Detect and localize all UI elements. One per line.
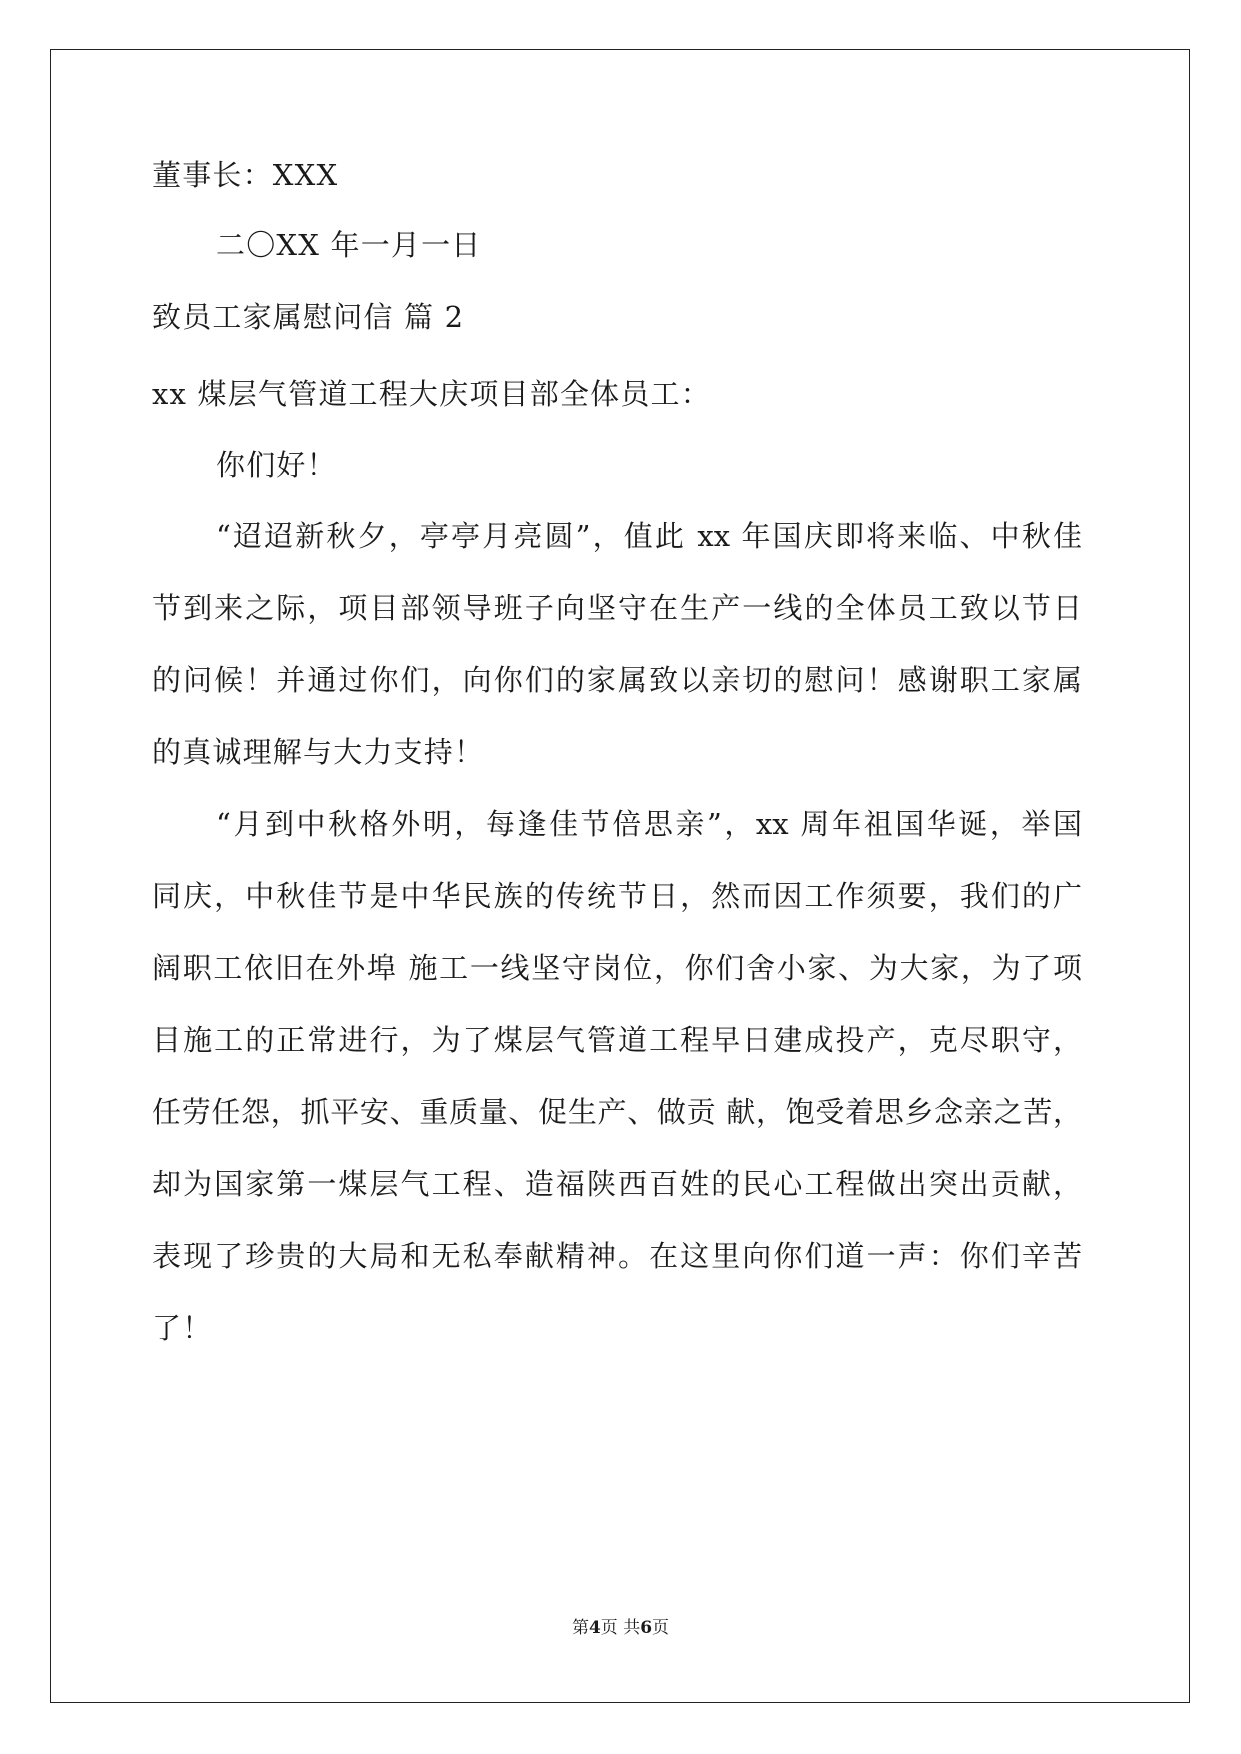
footer-prefix: 第 [571, 1618, 589, 1638]
footer-middle: 页 共 [600, 1618, 641, 1638]
page-number-footer [0, 1617, 1241, 1639]
paragraph1-line: “迢迢新秋夕，亭亭月亮圆”，值此 xx 年国庆即将来临、中秋佳 [216, 519, 1082, 553]
greeting: 你们好！ [216, 448, 337, 482]
paragraph2-line: 却为国家第一煤层气工程、造福陕西百姓的民心工程做出突出贡献， [152, 1167, 1082, 1201]
paragraph2-line: 表现了珍贵的大局和无私奉献精神。在这里向你们道一声：你们辛苦 [152, 1239, 1082, 1273]
paragraph2-line: 任劳任怨，抓平安、重质量、促生产、做贡 献，饱受着思乡念亲之苦， [152, 1095, 1082, 1129]
paragraph2-line: 了！ [152, 1311, 213, 1345]
page-border [50, 49, 1190, 1703]
section-title: 致员工家属慰问信 篇 2 [152, 300, 465, 334]
salutation: xx 煤层气管道工程大庆项目部全体员工： [152, 377, 711, 411]
paragraph1-line: 的问候！并通过你们，向你们的家属致以亲切的慰问！感谢职工家属 [152, 663, 1082, 697]
total-page-number: 6 [640, 1618, 653, 1638]
paragraph1-line: 节到来之际，项目部领导班子向坚守在生产一线的全体员工致以节日 [152, 591, 1082, 625]
paragraph2-line: 阔职工依旧在外埠 施工一线坚守岗位，你们舍小家、为大家，为了项 [152, 951, 1082, 985]
current-page-number: 4 [588, 1618, 601, 1638]
chairman-signature: 董事长：XXX [152, 158, 339, 192]
paragraph2-line: “月到中秋格外明，每逢佳节倍思亲”，xx 周年祖国华诞，举国 [216, 807, 1082, 841]
letter-date: 二〇XX 年一月一日 [216, 228, 482, 262]
paragraph2-line: 同庆，中秋佳节是中华民族的传统节日，然而因工作须要，我们的广 [152, 879, 1082, 913]
paragraph2-line: 目施工的正常进行，为了煤层气管道工程早日建成投产，克尽职守， [152, 1023, 1082, 1057]
paragraph1-line: 的真诚理解与大力支持！ [152, 735, 485, 769]
footer-suffix: 页 [652, 1618, 670, 1638]
